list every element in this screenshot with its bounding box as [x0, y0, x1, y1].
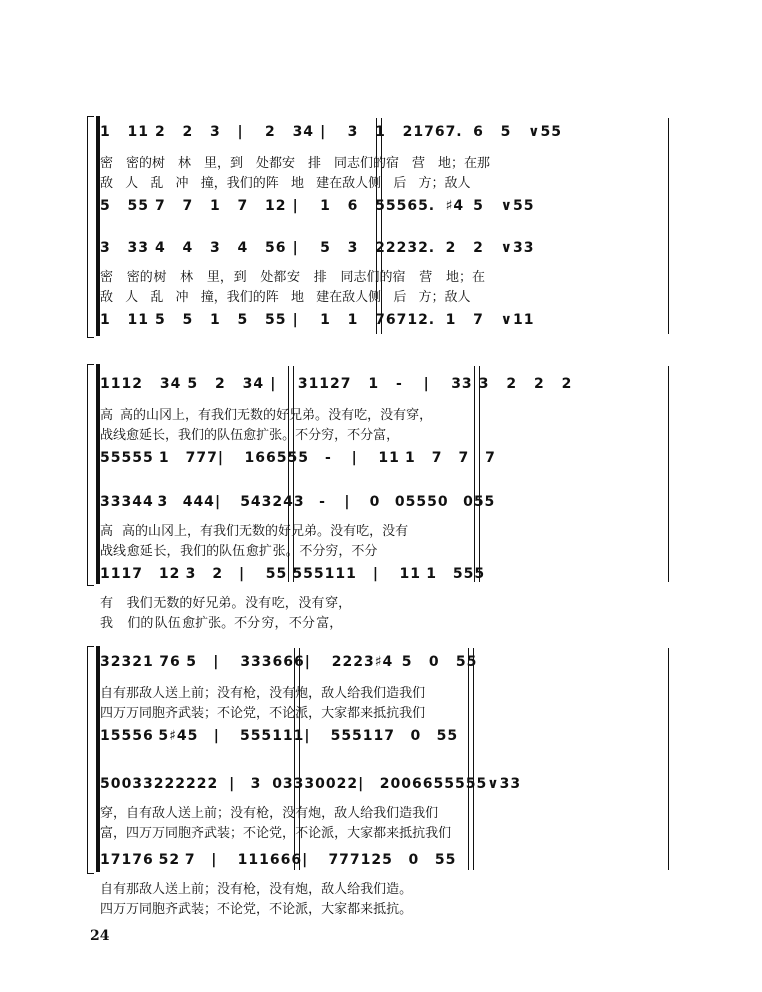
notes-line: 50 0332 2222 2 | 3 03330 022 | 20 066 5555 5∨33	[100, 776, 522, 792]
lyric-line: 有 我们 无数的好兄 弟。 没有 吃， 没有 穿，	[100, 596, 352, 611]
lyric-line: 敌 人 乱 冲 撞， 我们的 阵 地 建在敌人 侧 后 方；敌人	[100, 290, 471, 305]
lyric-line: 富， 四万万同胞齐武 装； 不论党， 不论派， 大家都来抵抗 我们	[100, 826, 452, 841]
lyric-line: 四万万同胞 齐武 装； 不论党， 不论派， 大家都来抵抗 我们	[100, 706, 426, 721]
notes-line: 111 2 34 5 2 34 | 3112 7 1 - | 33 3 2 2 2	[100, 376, 573, 392]
notes-line: 1 11 2 2 3 | 2 34 | 3 1 2176 7. 6 5 ∨55	[100, 124, 562, 140]
lyric-line: 穿， 自有敌人 送上 前； 没有枪， 没有炮， 敌人给我们造 我们	[100, 806, 439, 821]
lyric-line: 密 密的 树 林 里， 到 处都 安 排 同志们的 宿 营 地；在那	[100, 156, 491, 171]
lyric-line: 高 高的山冈 上， 有我们 无数的好兄 弟。 没有吃， 没有穿，	[100, 408, 433, 423]
system-brace	[87, 116, 94, 338]
notes-line: 171 76 52 7 | 111 666 | 77712 5 0 55	[100, 852, 457, 868]
page-number: 24	[90, 928, 110, 944]
notes-line: 111 7 12 3 2 | 55 55511 1 | 11 1 555	[100, 566, 486, 582]
lyric-line: 自有那敌人 送上 前； 没有枪， 没有炮， 敌人给我们造 我们	[100, 686, 426, 701]
notes-line: 5 55 7 7 1 7 12 | 1 6 5556 5. ♯4 5 ∨55	[100, 198, 535, 214]
lyric-line: 密 密的 树 林 里， 到 处都 安 排 同志们的 宿 营 地；在	[100, 270, 485, 285]
notes-line: 323 21 76 5 | 333 666 | 2223 ♯4 5 0 55	[100, 654, 478, 670]
system-brace	[87, 646, 94, 874]
notes-line: 555 55 1 777 | 16655 5 - | 11 1 7 7 7	[100, 450, 496, 466]
notes-line: 333 44 3 444 | 54324 3 - | 0 0555 0 055	[100, 494, 496, 510]
lyric-line: 敌 人 乱 冲 撞， 我们的 阵 地 建在敌人 侧 后 方；敌人	[100, 176, 471, 191]
system-brace	[87, 364, 94, 586]
lyric-line: 战线 愈延 长， 我们的 队伍 愈扩 张。 不分穷， 不分	[100, 544, 378, 559]
lyric-line: 自有那敌人 送上 前； 没有枪， 没有炮， 敌人给我们 造。	[100, 882, 413, 897]
notes-line: 1 11 5 5 1 5 55 | 1 1 7671 2. 1 7 ∨11	[100, 312, 535, 328]
notes-line: 3 33 4 4 3 4 56 | 5 3 2223 2. 2 2 ∨33	[100, 240, 535, 256]
lyric-line: 四万万同胞 齐武 装； 不论党， 不论派， 大家都来抵 抗。	[100, 902, 413, 917]
lyric-line: 高 高的山冈 上， 有我们 无数的好兄 弟。 没有吃， 没有	[100, 524, 409, 539]
lyric-line: 我 们的 队伍 愈扩张。 不分 穷， 不分 富，	[100, 616, 343, 631]
lyric-line: 战线 愈延 长， 我们的 队伍 愈扩 张。 不分穷， 不分富，	[100, 428, 400, 443]
notes-line: 155 56 5♯4 5 | 555 111 | 55511 7 0 55	[100, 728, 459, 744]
